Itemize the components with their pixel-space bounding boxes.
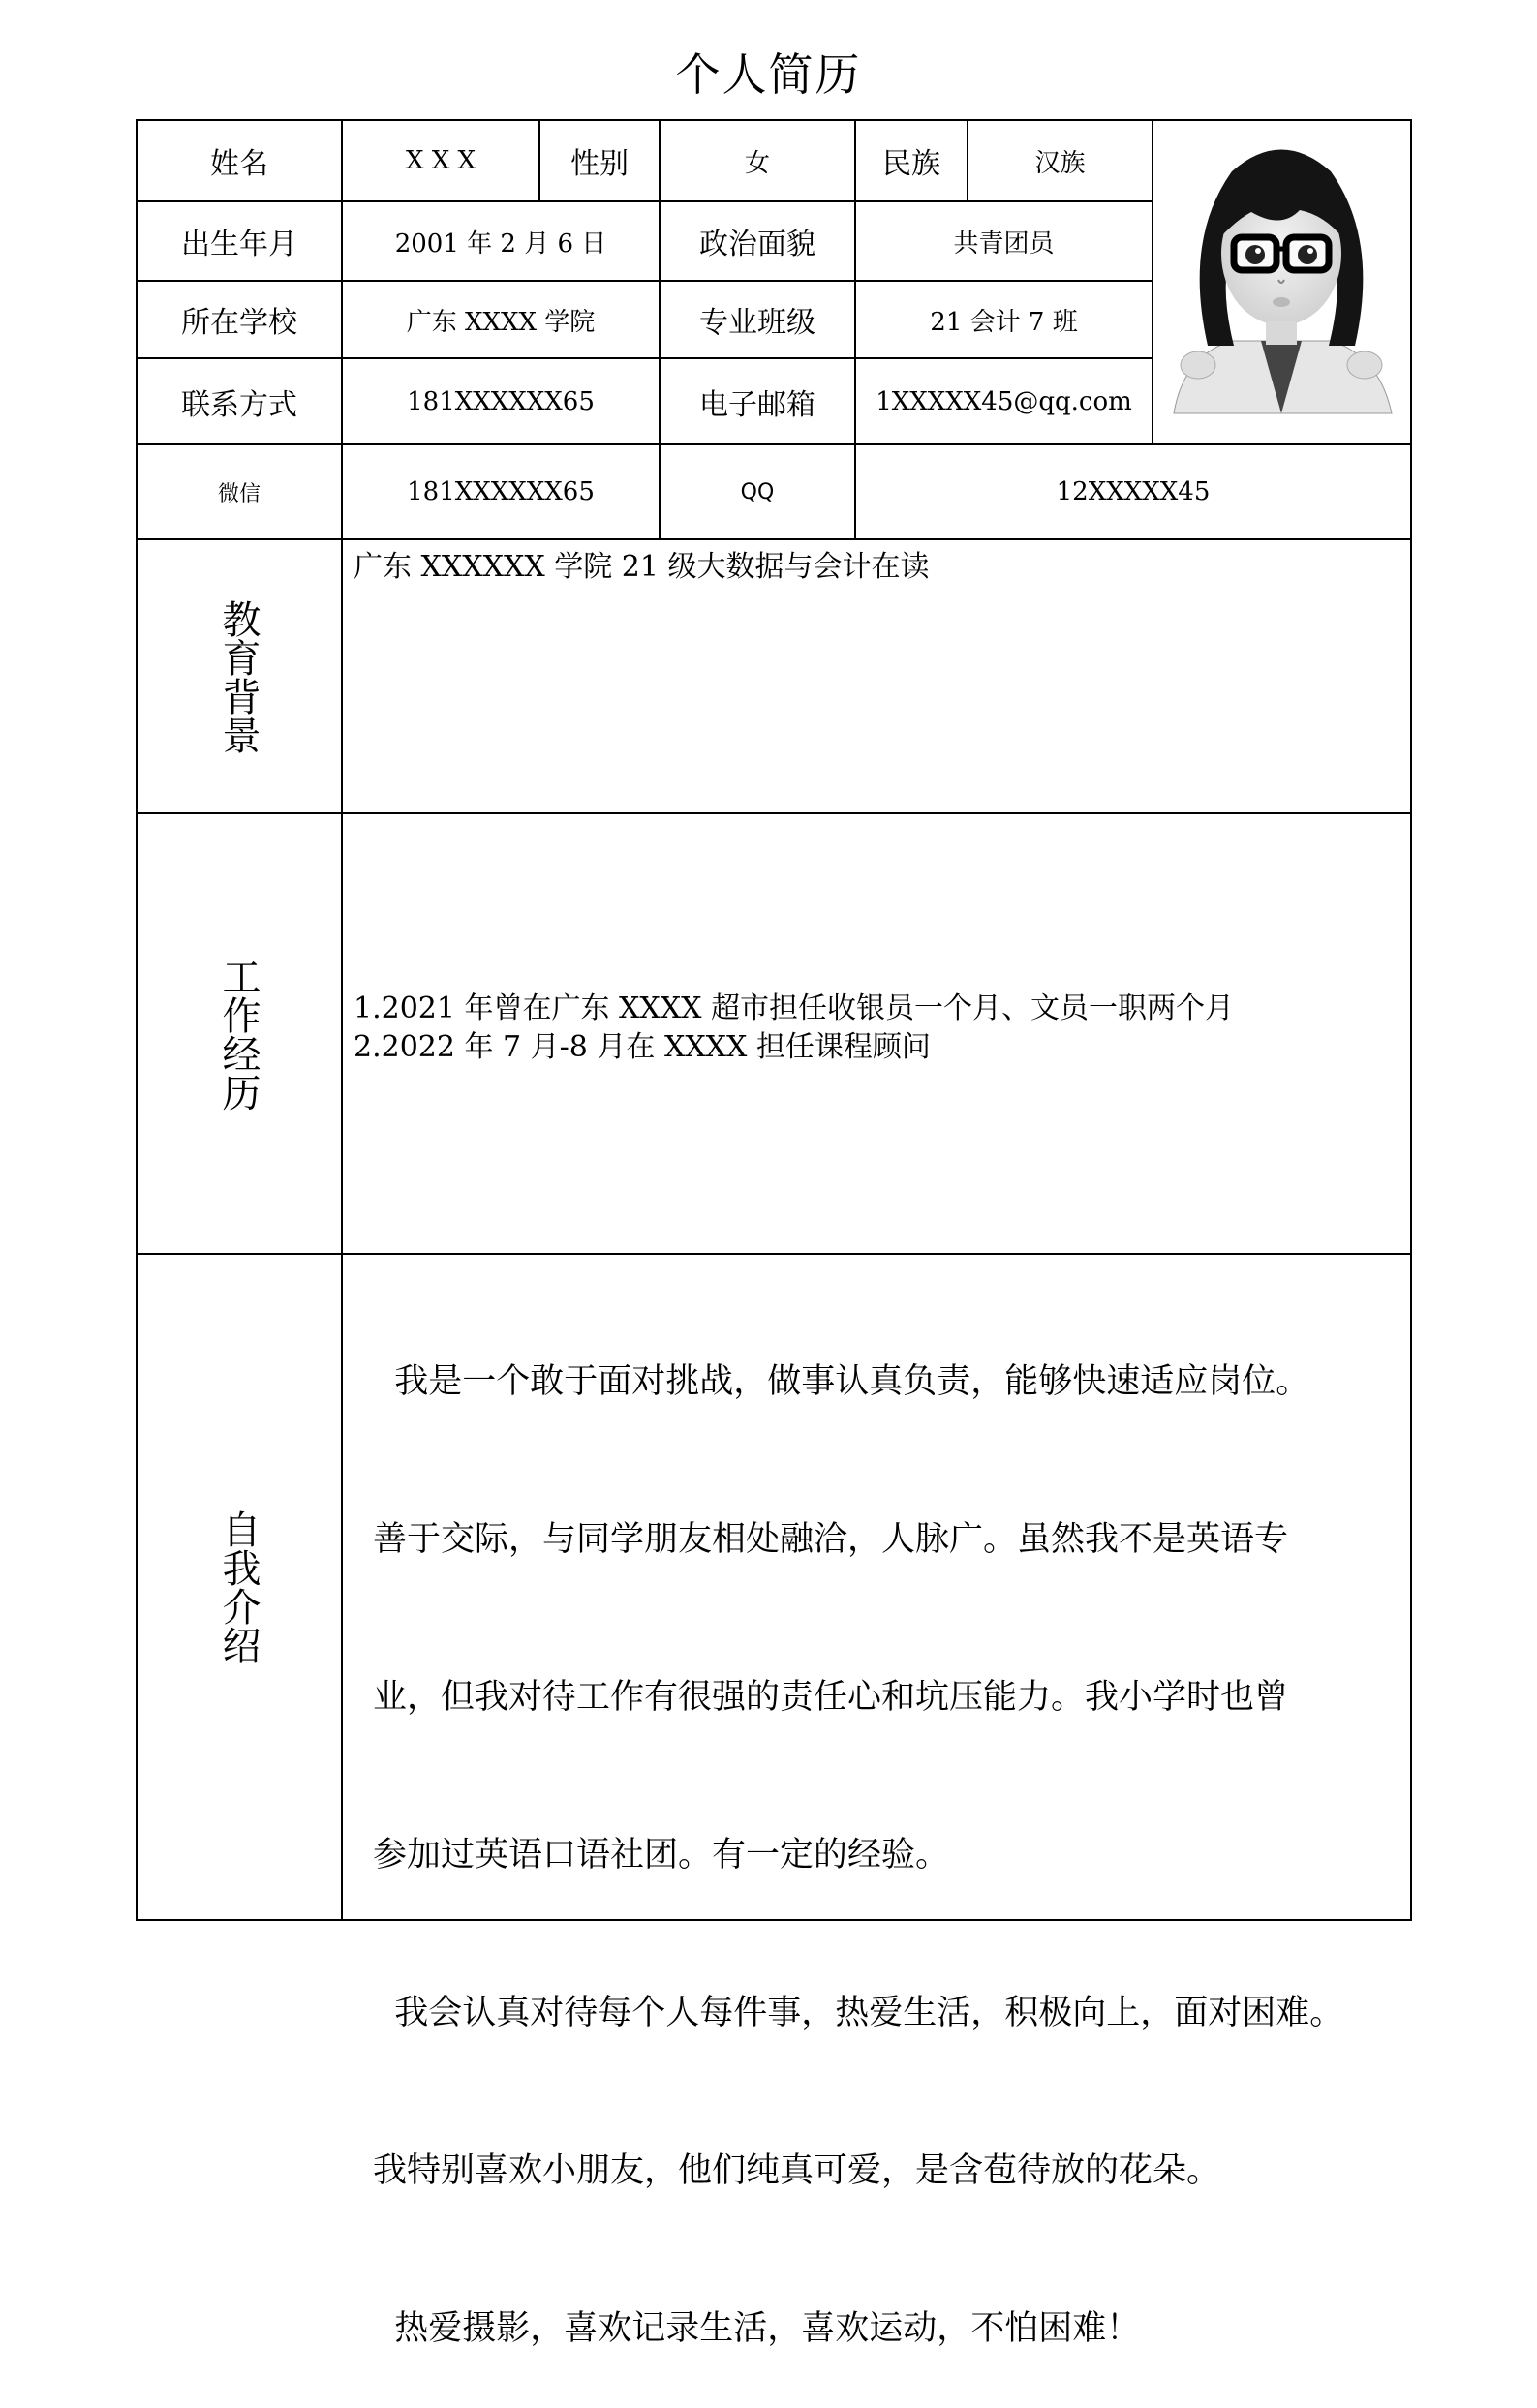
politics-value: 共青团员 — [953, 229, 1055, 259]
intro-line: 热爱摄影，喜欢记录生活，喜欢运动，不怕困难！ — [373, 2309, 1141, 2348]
class-label: 专业班级 — [699, 306, 815, 340]
wechat-value: 181XXXXXX65 — [407, 477, 595, 506]
intro-section-label: 自我介绍 — [216, 1509, 261, 1664]
gender-label: 性别 — [570, 147, 629, 181]
qq-value: 12XXXXX45 — [1056, 477, 1211, 506]
phone-label: 联系方式 — [181, 387, 297, 422]
school-value: 广东 XXXX 学院 — [406, 307, 596, 337]
name-value: X X X — [405, 146, 476, 175]
name-label: 姓名 — [210, 147, 268, 181]
intro-line: 我是一个敢于面对挑战，做事认真负责，能够快速适应岗位。 — [373, 1362, 1310, 1401]
gender-value: 女 — [744, 148, 770, 178]
work-item: 2.2022 年 7 月-8 月在 XXXX 担任课程顾问 — [354, 1030, 931, 1064]
phone-value: 181XXXXXX65 — [407, 386, 595, 416]
intro-line: 参加过英语口语社团。有一定的经验。 — [373, 1836, 950, 1875]
work-item: 1.2021 年曾在广东 XXXX 超市担任收银员一个月、文员一职两个月 — [354, 991, 1235, 1025]
email-value: 1XXXXX45@qq.com — [876, 386, 1132, 416]
wechat-label: 微信 — [217, 481, 261, 506]
email-label: 电子邮箱 — [699, 387, 815, 422]
intro-line: 善于交际，与同学朋友相处融洽，人脉广。虽然我不是英语专 — [373, 1520, 1289, 1559]
cartoon-girl-with-glasses-portrait-icon — [1154, 123, 1408, 427]
school-label: 所在学校 — [181, 306, 297, 340]
page-title: 个人简历 — [675, 48, 862, 101]
intro-line: 我会认真对待每个人每件事，热爱生活，积极向上，面对困难。 — [373, 1994, 1344, 2032]
intro-line: 我特别喜欢小朋友，他们纯真可爱，是含苞待放的花朵。 — [373, 2151, 1221, 2190]
class-value: 21 会计 7 班 — [930, 307, 1078, 337]
work-section-label: 工作经历 — [216, 956, 261, 1112]
politics-label: 政治面貌 — [699, 228, 815, 261]
intro-line: 业，但我对待工作有很强的责任心和坑压能力。我小学时也曾 — [373, 1678, 1289, 1717]
ethnicity-value: 汉族 — [1034, 148, 1086, 178]
education-text: 广东 XXXXXX 学院 21 级大数据与会计在读 — [354, 550, 930, 584]
intro-text — [373, 1265, 1380, 2408]
birth-value: 2001 年 2 月 6 日 — [394, 229, 607, 259]
ethnicity-label: 民族 — [882, 147, 940, 181]
qq-label: QQ — [740, 479, 775, 504]
education-section-label: 教育背景 — [216, 598, 261, 754]
birth-label: 出生年月 — [181, 228, 297, 261]
